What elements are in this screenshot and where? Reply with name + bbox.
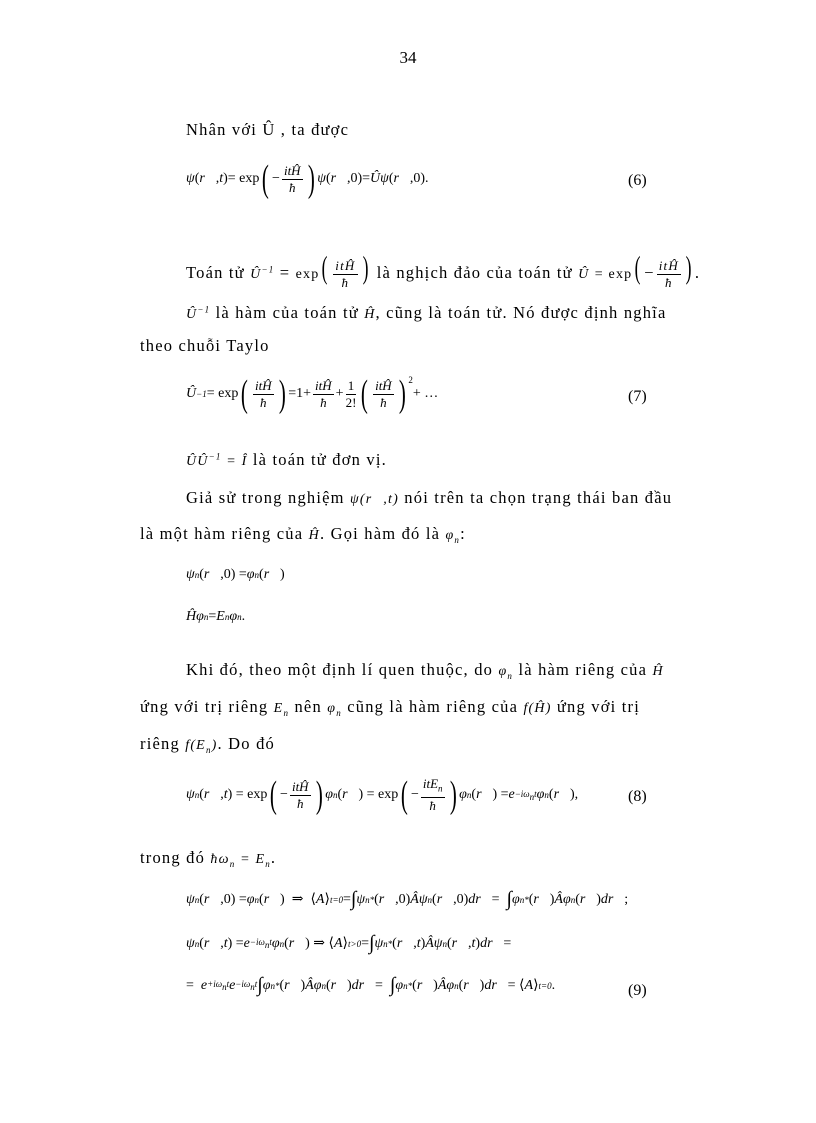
p6-text-c: ứng với trị riêng bbox=[140, 697, 269, 716]
paragraph-6g: riêng $f(E_n)$. Do đó bbox=[140, 734, 275, 755]
p6-text-d: nên bbox=[294, 697, 322, 716]
equation-9a: ψ n ( r⃗ ,0) = φ n ( r⃗ ) ⇒ ⟨ A ⟩ t=0 = ∫ ψ n * ( r⃗ ,0) Âψ n ( r⃗ ,0) dr⃗ = ∫ φ n * ( r⃗ ) Âφ n ( r⃗ ) dr⃗ ; bbox=[186, 888, 629, 910]
equation-6: ψ ( r⃗ , t )= exp ( − $\frac{\text{itĤ}}{ħ}$ ) ψ ( r⃗ ,0)= Ûψ ( r⃗ ,0). bbox=[186, 158, 429, 200]
p3-text-a: là hàm của toán tử bbox=[215, 303, 359, 322]
p6-text-h: . Do đó bbox=[217, 734, 275, 753]
p6-text-g: riêng bbox=[140, 734, 180, 753]
p6-text-f: ứng với trị bbox=[556, 697, 641, 716]
eq-number-7: (7) bbox=[628, 388, 647, 405]
p4-text: là toán tử đơn vị. bbox=[252, 450, 387, 469]
paragraph-5: Giả sử trong nghiệm ψ(r⃗,t) nói trên ta chọn trạng thái ban đầu bbox=[186, 488, 673, 507]
p3-text-b: , cũng là toán tử. Nó được định nghĩa bbox=[375, 303, 667, 322]
equation-psi-n-0: ψ n ( r⃗ ,0) = φ n ( r⃗ ) bbox=[186, 567, 285, 582]
paragraph-6: Khi đó, theo một định lí quen thuộc, do $\varphi_n$ là hàm riêng của Ĥ bbox=[186, 660, 664, 681]
paragraph-7: trong đó $ħ\omega_n = E_n$. bbox=[140, 848, 277, 869]
p5-text-d: . Gọi hàm đó là bbox=[319, 524, 441, 543]
p5-text-a: Giả sử trong nghiệm bbox=[186, 488, 345, 507]
p2-text-b: là nghịch đảo của toán tử bbox=[376, 263, 573, 282]
paragraph-1: Nhân với Û , ta được bbox=[186, 120, 350, 139]
eq-number-6: (6) bbox=[628, 172, 647, 189]
p2-text-a: Toán tử bbox=[186, 263, 245, 282]
page-number: 34 bbox=[399, 48, 417, 67]
equation-eigen: Ĥφ n = E n φ n . bbox=[186, 609, 246, 624]
equation-9c: = e $+i\omega_nt$ e $-i\omega_nt$ ∫ φ n * ( r⃗ ) Âφ n ( r⃗ ) dr⃗ = ∫ φ n * ( r⃗ ) Âφ n ( r⃗ ) dr⃗ = ⟨ A ⟩ t=0 . bbox=[186, 974, 556, 996]
eq-number-9: (9) bbox=[628, 982, 647, 999]
p7-text: trong đó bbox=[140, 848, 206, 867]
equation-8: ψ n ( r⃗ , t ) = exp ( − $\frac{\text{itĤ}}{ħ}$ ) φ n ( r⃗ ) = exp ( − $\frac{itE_n}{ħ}$ ) φ n ( r⃗ ) = e $-i\omega_nt$ φ n ( r⃗ ), bbox=[186, 774, 579, 816]
paragraph-4: $ÛÛ^{-1}$ = Î là toán tử đơn vị. bbox=[186, 450, 387, 469]
p5-text-c: là một hàm riêng của bbox=[140, 524, 304, 543]
p6-text-b: là hàm riêng của bbox=[518, 660, 648, 679]
paragraph-5c: là một hàm riêng của Ĥ. Gọi hàm đó là $\varphi_n$: bbox=[140, 524, 466, 545]
paragraph-3c: theo chuỗi Taylo bbox=[140, 336, 270, 355]
paragraph-2: Toán tử $Û^{-1} = \exp$( $\frac{\text{itĤ}}{ħ}$ ) là nghịch đảo của toán tử Û = exp( − $\frac{\text{itĤ}}{ħ}$ ) . bbox=[186, 249, 701, 290]
equation-7: Û −1 = exp ( $\frac{\text{itĤ}}{ħ}$ ) =1+ $\frac{\text{itĤ}}{ħ}$ + $\frac{1}{2!}$ ( $\frac{\text{itĤ}}{ħ}$ ) $^2$ + … bbox=[186, 373, 439, 415]
eq-number-8: (8) bbox=[628, 788, 647, 805]
paragraph-6c: ứng với trị riêng $E_n$ nên $\varphi_n$ cũng là hàm riêng của f(Ĥ) ứng với trị bbox=[140, 697, 641, 718]
equation-9b: ψ n ( r⃗ , t ) = e $-i\omega_nt$ φ n ( r⃗ ) ⇒ ⟨ A ⟩ t>0 = ∫ ψ n * ( r⃗ , t ) Âψ n ( r⃗ , t ) dr⃗ = bbox=[186, 932, 512, 954]
paragraph-3: $Û^{-1}$ là hàm của toán tử Ĥ, cũng là toán tử. Nó được định nghĩa bbox=[186, 303, 667, 322]
p6-text-a: Khi đó, theo một định lí quen thuộc, do bbox=[186, 660, 494, 679]
p5-text-b: nói trên ta chọn trạng thái ban đầu bbox=[404, 488, 673, 507]
p6-text-e: cũng là hàm riêng của bbox=[347, 697, 519, 716]
